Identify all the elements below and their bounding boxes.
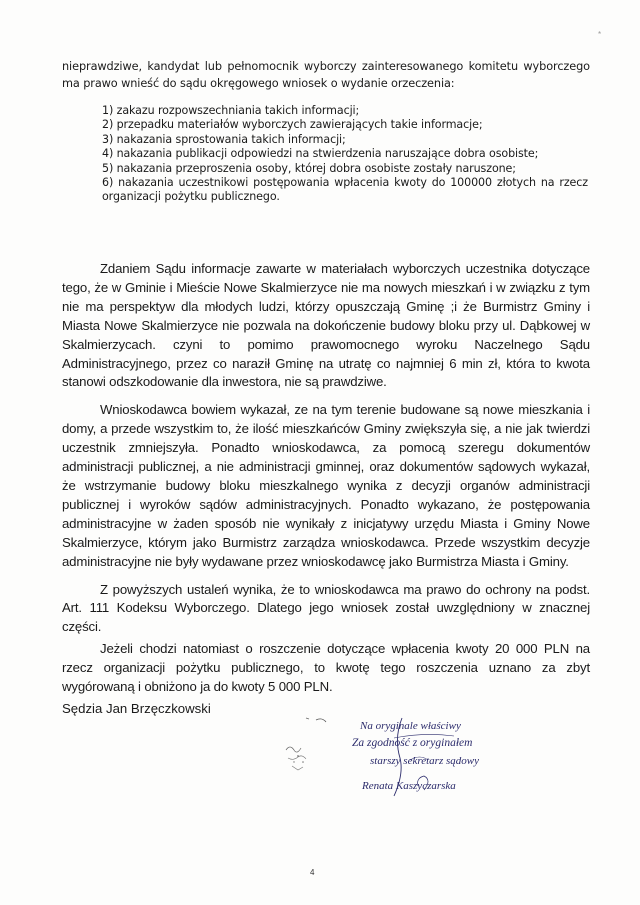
list-item: 2) przepadku materiałów wyborczych zawierających takie informacje; xyxy=(102,118,483,132)
reasoning-section xyxy=(62,260,590,706)
list-item: 3) nakazania sprostowania takich informacji; xyxy=(102,132,346,146)
stamp-line-conformity: Za zgodność z oryginałem xyxy=(352,737,473,749)
paragraph-opinion: Zdaniem Sądu informacje zawarte w materiałach wyborczych uczestnika dotyczące tego, że w Gminie i Mieście Nowe Skalmierzyce nie ma nowych mieszkań i w związku z tym nie ma perspektyw dla młodych ludzi, którzy opuszczają Gminę ;i że Burmistrz Gminy i Miasta Nowe Skalmierzyce nie pozwala na dokończenie budowy bloku przy ul. Dąbkowej w Skalmierzycach. czyni to pomimo prawomocnego wyroku Naczelnego Sądu Administracyjnego, przez co naraził Gminę na utratę co najmniej 6 min zł, która to kwota stanowi odszkodowanie dla inwestora, nie są prawdziwe. xyxy=(62,261,590,390)
stamp-scribble xyxy=(276,712,356,782)
intro-paragraph xyxy=(62,58,590,92)
certification-stamp xyxy=(352,716,522,806)
intro-text: nieprawdziwe, kandydat lub pełnomocnik wyborczy zainteresowanego komitetu wyborczego ma prawo wnieść do sądu okręgowego wniosek o wydanie orzeczenia: xyxy=(62,60,590,90)
paragraph-evidence: Wnioskodawca bowiem wykazał, ze na tym terenie budowane są nowe mieszkania i domy, a przede wszystkim to, że ilość mieszkańców Gminy zwiększyła się, a nie jak twierdzi uczestnik zmniejszyła. Ponadto wnioskodawca, za pomocą szeregu dokumentów administracji publicznej, a nie administracji gminnej, oraz dokumentów sądowych wykazał, że wstrzymanie budowy bloku mieszkalnego wynika z decyzji organów administracji publicznej i wyroków sądów administracyjnych. Ponadto wykazano, że postępowania administracyjne w żaden sposób nie wynikały z inicjatywy urzędu Miasta i Gminy Nowe Skalmierzyce, którym jako Burmistrz zarządza wnioskodawca. Przede wszystkim decyzje administracyjne nie były wydawane przez wnioskodawcę jako Burmistrza Miasta i Gminy. xyxy=(62,402,590,569)
paragraph-conclusion: Z powyższych ustaleń wynika, że to wnioskodawca ma prawo do ochrony na podst. Art. 111 Kodeksu Wyborczego. Dlatego jego wniosek został uwzględniony w znacznej części. xyxy=(62,581,590,635)
stamp-line-secretary: starszy sekretarz sądowy xyxy=(370,755,479,767)
stamp-line-original: Na oryginale właściwy xyxy=(360,720,461,732)
corner-mark: * xyxy=(598,30,602,39)
list-item: 6) nakazania uczestnikowi postępowania wpłacenia kwoty do 100000 złotych na rzecz organizacji pożytku publicznego. xyxy=(102,176,588,204)
page-number: 4 xyxy=(310,868,315,877)
remedies-list xyxy=(102,104,588,205)
judge-signature-line: Sędzia Jan Brzęczkowski xyxy=(62,701,211,716)
list-item: 5) nakazania przeproszenia osoby, której dobra osobiste zostały naruszone; xyxy=(102,161,516,175)
stamp-line-name: Renata Kaszyczarska xyxy=(362,780,456,792)
list-item: 1) zakazu rozpowszechniania takich informacji; xyxy=(102,104,360,117)
paragraph-amount: Jeżeli chodzi natomiast o roszczenie dotyczące wpłacenia kwoty 20 000 PLN na rzecz organizacji pożytku publicznego, to kwotę tego roszczenia uznano za zbyt wygórowaną i obniżono ja do kwoty 5 000 PLN. xyxy=(62,641,590,695)
list-item: 4) nakazania publikacji odpowiedzi na stwierdzenia naruszające dobra osobiste; xyxy=(102,147,539,161)
